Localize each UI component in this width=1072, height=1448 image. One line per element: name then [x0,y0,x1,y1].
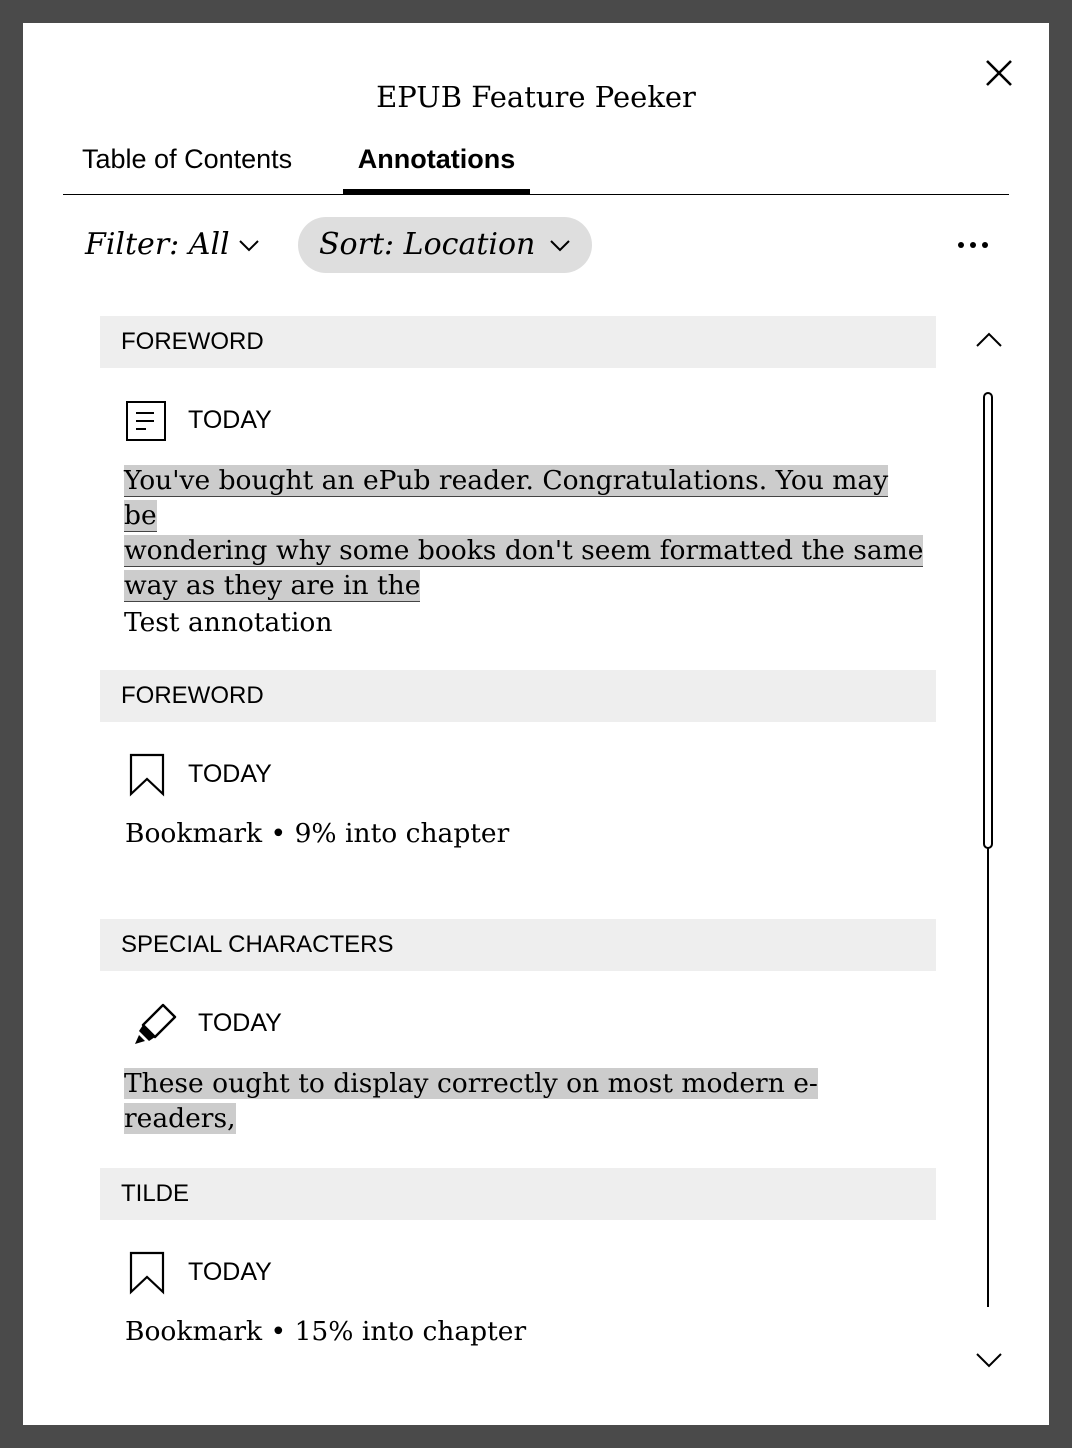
chevron-down-icon [238,235,260,255]
annotation-date: TODAY [198,1009,282,1037]
more-options-button[interactable] [953,229,995,261]
sort-label: Sort: Location [319,227,536,262]
bookmark-text[interactable]: Bookmark • 9% into chapter [125,818,510,849]
note-icon [124,399,168,443]
filter-label: Filter: All [85,227,230,262]
close-button[interactable] [979,53,1019,93]
close-icon [979,53,1019,93]
chevron-up-icon [973,329,1005,351]
bookmark-icon [127,1251,167,1295]
annotation-date: TODAY [188,406,272,434]
scroll-down-button[interactable] [973,1349,1005,1371]
tab-bar [63,133,1009,195]
scroll-up-button[interactable] [973,329,1005,351]
bookmark-icon [127,753,167,797]
tab-table-of-contents[interactable]: Table of Contents [82,144,293,174]
highlighter-icon [133,1001,179,1047]
annotation-excerpt[interactable] [124,463,924,603]
annotations-dialog [23,23,1049,1425]
more-icon [953,229,995,261]
section-header[interactable]: TILDE [100,1168,936,1220]
excerpt-line: way as they are in the [124,570,421,601]
filter-dropdown[interactable] [85,217,260,273]
tab-annotations[interactable]: Annotations [343,141,530,195]
section-header[interactable]: SPECIAL CHARACTERS [100,919,936,971]
sort-dropdown[interactable] [298,217,592,273]
chevron-down-icon [549,235,571,255]
section-header[interactable]: FOREWORD [100,316,936,368]
bookmark-text[interactable]: Bookmark • 15% into chapter [125,1316,527,1347]
chevron-down-icon [973,1349,1005,1371]
scrollbar-thumb[interactable] [983,392,993,849]
excerpt-line: wondering why some books don't seem formatted the same [124,535,924,566]
annotation-date: TODAY [188,1258,272,1286]
annotation-date: TODAY [188,760,272,788]
annotation-note: Test annotation [124,607,333,638]
section-header[interactable]: FOREWORD [100,670,936,722]
dialog-title: EPUB Feature Peeker [376,80,696,114]
excerpt-line: You've bought an ePub reader. Congratulations. You may be [124,465,889,531]
annotation-excerpt[interactable] [124,1066,924,1136]
excerpt-line: These ought to display correctly on most modern e-readers, [124,1068,818,1134]
